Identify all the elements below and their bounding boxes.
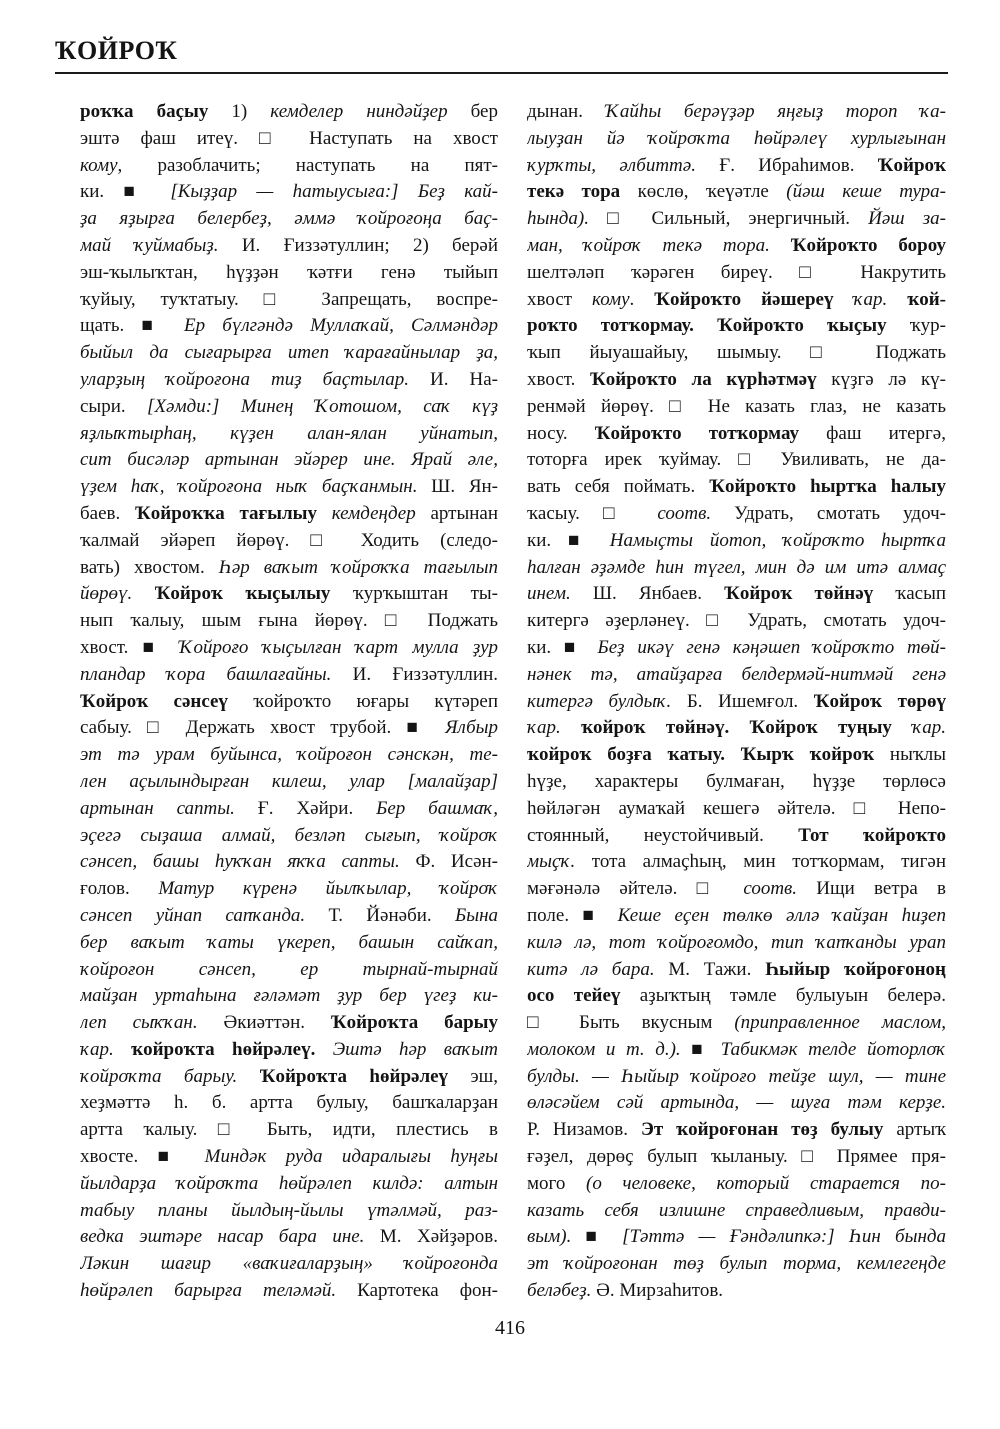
example-text: кемдеңдер	[331, 502, 416, 524]
example-text: йылдарҙа ҡойроҡта һөйрәлеп килдә: алтын	[80, 1172, 498, 1194]
text-line	[527, 1144, 946, 1171]
example-text: уларҙың ҡойроғона тиҙ баҫтылар.	[80, 368, 410, 390]
example-text: өләсәйем сәй артында, — шуға тәм керҙе.	[527, 1092, 946, 1114]
example-text: Ялбыр	[445, 717, 498, 739]
body-text: хвост. ■	[80, 636, 180, 658]
headword-text: Тот ҡойроҡто	[798, 824, 946, 846]
text-line	[527, 1171, 946, 1198]
body-text: ки. ■	[527, 636, 598, 658]
text-line	[527, 957, 946, 984]
text-line	[527, 126, 946, 153]
example-text: ҡар.	[912, 717, 946, 739]
body-text: Ш. Янбаев.	[570, 583, 725, 605]
text-line	[80, 179, 498, 206]
example-text: бер ваҡыт ҡаты үкереп, башын сайҡап,	[80, 931, 498, 953]
example-text: үҙем һаҡ, ҡойроғона ныҡ баҫҡанмын.	[80, 476, 418, 498]
text-line	[80, 635, 498, 662]
example-text: соотв.	[743, 878, 798, 900]
text-line	[80, 528, 498, 555]
example-text: кому	[592, 288, 630, 310]
headword-text: роҡто тотҡормау. Ҡойроҡто ҡыҫыу	[527, 315, 887, 337]
text-line	[527, 715, 946, 742]
example-text: ҙа яҙырға белербеҙ, әммә ҡойроғоңа баҫ-	[80, 208, 498, 230]
body-text: Р. Низамов.	[527, 1119, 641, 1141]
body-text: Ш. Ян-	[417, 476, 498, 498]
text-line	[527, 206, 946, 233]
body-text: Удрать, смотать удоч-	[711, 502, 946, 524]
example-text: эт ҡойроғонан төҙ булып торма, кемлегеңде	[527, 1253, 946, 1275]
text-line	[527, 528, 946, 555]
text-line	[527, 608, 946, 635]
example-text: лыуҙан йә ҡойроҡта һөйрәлеү хурлығынан	[527, 127, 946, 149]
text-line	[80, 287, 498, 314]
text-line	[80, 394, 498, 421]
headword-text: Эт ҡойроғонан төҙ булыу	[640, 1119, 884, 1141]
example-text: Һәр ваҡыт ҡойроҡҡа тағылып	[218, 556, 498, 578]
headword-text: Ҡойроҡто һыртҡа һалыу	[709, 476, 946, 498]
text-line	[80, 849, 498, 876]
text-line	[80, 1010, 498, 1037]
body-text: эш-ҡылыҡтан, һүҙҙән ҡәтғи генә тыйып	[80, 261, 498, 283]
body-text: китергә әҙерләнеү. □ Удрать, смотать удоч-	[527, 610, 946, 632]
example-text: Ҡойроғо ҡыҫылған ҡарт мулла ҙур	[179, 636, 498, 658]
body-text: ҡасып	[873, 583, 946, 605]
text-line	[80, 1224, 498, 1251]
headword-text: Ҡойроҡ сәнсеү	[80, 690, 228, 712]
text-line	[80, 796, 498, 823]
example-text: леп сыҡҡан.	[80, 1012, 198, 1034]
example-text: булды. — Һыйыр ҡойроғо тейҙе шул, — тине	[527, 1065, 946, 1087]
left-column	[80, 99, 498, 1305]
body-text: □ Быть вкусным	[527, 1012, 735, 1034]
headword-text: Ҡойроҡто бороу	[790, 234, 946, 256]
example-text: майҙан уртаһына ғәләмәт ҙур бер үгеҙ ки-	[80, 985, 498, 1007]
example-text: Эштә һәр ваҡыт	[332, 1038, 498, 1060]
body-text: ренмәй йөрөү. □ Не казать глаз, не казать	[527, 395, 946, 417]
body-text: ки. ■	[80, 181, 171, 203]
example-text: ведка эштәре насар бара ине.	[80, 1226, 365, 1248]
body-text: эштә фаш итеү. □ Наступать на хвост	[80, 127, 498, 149]
example-text: (йәш кеше тура-	[786, 181, 946, 203]
example-text: ҡойроғон сәнсеп, ер тырнай-тырнай	[80, 958, 498, 980]
text-line	[80, 153, 498, 180]
example-text: Беҙ икәү генә кәңәшеп ҡойроҡто төй-	[597, 636, 946, 658]
text-line	[80, 983, 498, 1010]
headword-text: ҡойроҡ төйнәү. Ҡойроҡ туңыу	[581, 717, 913, 739]
text-line	[527, 421, 946, 448]
example-text: китә лә бара.	[527, 958, 655, 980]
example-text: сит бисәләр артынан эйәрер ине. Ярай әле,	[80, 449, 498, 471]
example-text: Ер бүлгәндә Муллаҡай, Сәлмәндәр	[184, 315, 498, 337]
text-line	[80, 1198, 498, 1225]
text-line	[527, 287, 946, 314]
example-text: беләбеҙ.	[527, 1280, 592, 1302]
text-line	[527, 179, 946, 206]
example-text: Бына	[455, 904, 498, 926]
body-text: фаш итергә,	[799, 422, 946, 444]
example-text: табыу планы йылдың-йылы үтәлмәй, раз-	[80, 1199, 498, 1221]
example-text: сәнсеп, башы һуҡҡан яҡҡа сапты.	[80, 851, 400, 873]
example-text: йөрөү.	[80, 583, 155, 605]
body-text: ныҡлы	[874, 744, 946, 766]
example-text: [Кыҙҙар — һатыусыға:] Беҙ кай-	[170, 181, 498, 203]
text-line	[80, 876, 498, 903]
text-line	[527, 742, 946, 769]
text-line	[80, 206, 498, 233]
example-text: пландар ҡора башлағайны.	[80, 663, 332, 685]
body-text: сыри.	[80, 395, 148, 417]
body-text: Ә. Мирзаһитов.	[591, 1280, 724, 1302]
text-line	[80, 1117, 498, 1144]
body-text: тота алмаҫһың, мин тотҡормам, тигән	[575, 851, 946, 873]
text-line	[527, 1090, 946, 1117]
text-line	[527, 340, 946, 367]
body-text: Т. Йәнәби.	[305, 904, 455, 926]
body-text: ҡурҡыштан ты-	[330, 583, 498, 605]
example-text: лен аҫылындырған килеш, улар [малайҙар]	[80, 770, 498, 792]
text-line	[80, 1090, 498, 1117]
body-text: □ Сильный, энергичный.	[588, 208, 869, 230]
body-text: аҙыҡтың тәмле булыуын белерә.	[620, 985, 946, 1007]
example-text: (приправленное маслом,	[734, 1012, 946, 1034]
example-text: Йәш за-	[868, 208, 946, 230]
headword-text: текә тора	[527, 181, 621, 203]
body-text: шелтәләп ҡәрәген биреү. □ Накрутить	[527, 261, 946, 283]
body-text: хвост.	[527, 368, 591, 390]
body-text: артыҡ	[883, 1119, 946, 1141]
body-text: И. На-	[409, 368, 498, 390]
text-line	[527, 1224, 946, 1251]
text-line	[527, 367, 946, 394]
body-text: И. Ғиззәтуллин.	[331, 663, 498, 685]
text-line	[80, 608, 498, 635]
text-line	[527, 447, 946, 474]
text-line	[527, 313, 946, 340]
example-text: быйыл да сығарырға итеп ҡарағайнылар ҙа,	[80, 342, 498, 364]
example-text: инем.	[527, 583, 571, 605]
example-text: мыҫҡ.	[527, 851, 576, 873]
example-text: килә лә, тот ҡойроғомдо, тип ҡапҡанды урап	[527, 931, 946, 953]
text-line	[527, 99, 946, 126]
text-line	[527, 1251, 946, 1278]
headword-text: Ҡойроҡҡа тағылыу	[135, 502, 332, 524]
headword-text: Һыйыр ҡойроғоноң	[765, 958, 946, 980]
headword-text: роҡҡа баҫыу	[80, 101, 209, 122]
body-text: 1)	[208, 101, 271, 122]
text-line	[80, 823, 498, 850]
text-line	[527, 662, 946, 689]
example-text: [Тәттә — Ғәндәлипкә:] Һин бында	[622, 1226, 946, 1248]
body-text: .	[629, 288, 655, 310]
body-text: мәғәнәлә әйтелә. □	[527, 878, 744, 900]
text-line	[80, 340, 498, 367]
body-text: хеҙмәттә һ. б. артта булыу, башҡаларҙан	[80, 1092, 498, 1114]
body-text: ҡып йыуашайыу, шымыу. □ Поджать	[527, 342, 946, 364]
text-line	[80, 555, 498, 582]
example-text: яҙлыҡтырһаң, күҙен алан-ялан уйнатып,	[80, 422, 498, 444]
text-line	[80, 501, 498, 528]
body-text: көслө, ҡеүәтле	[620, 181, 787, 203]
text-line	[80, 742, 498, 769]
text-line	[527, 501, 946, 528]
example-text: казать себя излишне справедливым, правди-	[527, 1199, 946, 1221]
example-text: ман, ҡойроҡ текә тора.	[527, 234, 791, 256]
text-line	[80, 1037, 498, 1064]
example-text: һалған әҙәмде һин түгел, мин дә им итә алмаҫ	[527, 556, 946, 578]
body-text: тоторға ирек ҡуймау. □ Увиливать, не да-	[527, 449, 946, 471]
body-text: ■	[680, 1038, 721, 1060]
body-text: хвосте. ■	[80, 1146, 205, 1168]
example-text: һында).	[527, 208, 589, 230]
example-text: эт тә урам буйынса, ҡойроғон сәнскән, те-	[80, 744, 498, 766]
text-line	[80, 1064, 498, 1091]
header-rule	[55, 72, 948, 74]
headword-text: ҡойроҡ боҙға ҡатыу. Ҡырҡ ҡойроҡ	[527, 744, 875, 766]
text-line	[80, 313, 498, 340]
text-line	[80, 421, 498, 448]
text-line	[527, 260, 946, 287]
example-text: молоком и т. д.).	[527, 1038, 681, 1060]
text-line	[80, 126, 498, 153]
example-text: соотв.	[657, 502, 712, 524]
example-text: май ҡуймабыҙ.	[80, 234, 219, 256]
example-text: ҡар.	[80, 1038, 132, 1060]
body-text: ҡасыу. □	[527, 502, 658, 524]
text-line	[527, 1117, 946, 1144]
headword-text: Ҡойроҡто тотҡормау	[594, 422, 799, 444]
body-text: ки. ■	[527, 529, 610, 551]
example-text: кемделер ниндәйҙер	[270, 101, 448, 122]
text-line	[527, 635, 946, 662]
text-line	[527, 983, 946, 1010]
body-text: вать) хвостом.	[80, 556, 219, 578]
body-text: ҡалмай эйәреп йөрөү. □ Ходить (следо-	[80, 529, 498, 551]
headword-text: Ҡойроҡ	[877, 154, 946, 176]
right-column	[527, 99, 946, 1305]
body-text: Ф. Исән-	[399, 851, 498, 873]
text-line	[527, 474, 946, 501]
example-text: вым).	[527, 1226, 572, 1248]
example-text: Табикмәк телде йоторлоҡ	[720, 1038, 946, 1060]
text-line	[527, 1198, 946, 1225]
text-line	[80, 957, 498, 984]
body-text: М. Тажи.	[654, 958, 766, 980]
headword-text: Ҡойроҡ төрөү	[813, 690, 946, 712]
text-line	[80, 581, 498, 608]
example-text: ҡойроҡта барыу.	[80, 1065, 260, 1087]
example-text: [Хәмди:] Минең Ҡотошом, саҡ күҙ	[147, 395, 498, 417]
body-text: ҡуйыу, туҡтатыу. □ Запрещать, воспре-	[80, 288, 498, 310]
example-text: Матур күренә йылҡылар, ҡойроҡ	[158, 878, 498, 900]
example-text: Ҡайһы берәүҙәр яңғыҙ тороп ҡа-	[605, 101, 946, 122]
text-line	[527, 1037, 946, 1064]
example-text: Ләкин шағир «ваҡиғаларҙың» ҡойроғонда	[80, 1253, 498, 1275]
text-line	[80, 903, 498, 930]
body-text: стоянный, неустойчивый.	[527, 824, 799, 846]
text-line	[527, 689, 946, 716]
headword-text: Ҡойроҡта барыу	[330, 1012, 498, 1034]
body-text: ҡойроҡто юғары күтәреп	[227, 690, 498, 712]
text-line	[80, 689, 498, 716]
body-text: , разоблачить; наступать на пят-	[117, 154, 498, 176]
text-line	[527, 903, 946, 930]
headword-text: Ҡойроҡто йәшереү	[654, 288, 854, 310]
text-line	[80, 260, 498, 287]
body-text: вать себя поймать.	[527, 476, 710, 498]
headword-text: Ҡойроҡ төйнәү	[724, 583, 874, 605]
body-text: ғолов.	[80, 878, 159, 900]
example-text: Миндәк руда идаралығы һуңғы	[204, 1146, 498, 1168]
text-line	[527, 849, 946, 876]
example-text: нәнек тә, атайҙарға белдермәй-нитмәй генә	[527, 663, 946, 685]
example-text: ҡар.	[527, 717, 582, 739]
body-text: мого	[527, 1172, 587, 1194]
text-line	[527, 1278, 946, 1305]
text-line	[80, 1251, 498, 1278]
body-text: эш,	[448, 1065, 498, 1087]
headword-text: Ҡойроҡ ҡыҫылыу	[154, 583, 331, 605]
body-text: Ищи ветра в	[797, 878, 946, 900]
body-text: Ғ. Ибраһимов.	[695, 154, 878, 176]
text-line	[80, 1144, 498, 1171]
text-line	[80, 474, 498, 501]
text-line	[527, 394, 946, 421]
text-line	[80, 367, 498, 394]
text-line	[80, 1278, 498, 1305]
example-text: (о человеке, который старается по-	[586, 1172, 946, 1194]
text-line	[80, 930, 498, 957]
headword-text: ҡой-	[907, 288, 946, 310]
body-text: хвост	[527, 288, 593, 310]
text-line	[80, 662, 498, 689]
body-text: һүҙе, характеры булмаған, һүҙҙе төрлөсә	[527, 770, 946, 792]
example-text: сәнсеп уйнап сапҡанда.	[80, 904, 306, 926]
headword-text: Ҡойроҡта һөйрәлеү	[259, 1065, 449, 1087]
text-line	[80, 1171, 498, 1198]
body-text: Ғ. Хәйри.	[234, 797, 377, 819]
body-text: поле. ■	[527, 904, 618, 926]
body-text: артынан	[415, 502, 498, 524]
body-text: нып ҡалыу, шым ғына йөрөү. □ Поджать	[80, 610, 498, 632]
body-text: һөйләгән аумаҡай кешегә әйтелә. □ Непо-	[527, 797, 946, 819]
text-line	[527, 823, 946, 850]
example-text: Бер башмаҡ,	[376, 797, 498, 819]
body-text: сабыу. □ Держать хвост трубой. ■	[80, 717, 446, 739]
text-line	[527, 581, 946, 608]
text-line	[80, 769, 498, 796]
text-line	[80, 233, 498, 260]
text-line	[527, 555, 946, 582]
example-text: китергә булдыҡ.	[527, 690, 672, 712]
text-line	[527, 1010, 946, 1037]
example-text: Кеше еҫен төлкө әллә ҡайҙан һиҙеп	[617, 904, 946, 926]
example-text: артынан сапты.	[80, 797, 235, 819]
example-text: ҡурҡты, әлбиттә.	[527, 154, 696, 176]
body-text: носу.	[527, 422, 595, 444]
text-line	[527, 1064, 946, 1091]
headword-text: осо тейеү	[527, 985, 621, 1007]
body-text: дынан.	[527, 101, 606, 122]
body-text: ■	[571, 1226, 623, 1248]
running-head: ҠОЙРОҠ	[55, 36, 178, 65]
example-text: ҡар.	[853, 288, 908, 310]
body-text: ҡур-	[886, 315, 946, 337]
body-text: М. Хәйҙәров.	[364, 1226, 498, 1248]
body-text: бер	[447, 101, 498, 122]
body-text: Әкиәттән.	[197, 1012, 331, 1034]
example-text: Намыҫты йотоп, ҡойроҡто һыртҡа	[609, 529, 946, 551]
body-text: артта ҡалыу. □ Быть, идти, плестись в	[80, 1119, 498, 1141]
body-text: Картотека фон-	[336, 1280, 498, 1302]
body-text: күҙгә лә кү-	[816, 368, 946, 390]
headword-text: ҡойроҡта һөйрәлеү.	[131, 1038, 333, 1060]
body-text: щать. ■	[80, 315, 184, 337]
text-line	[527, 153, 946, 180]
body-text: Б. Ишемғол.	[671, 690, 814, 712]
text-line	[527, 930, 946, 957]
text-line	[527, 769, 946, 796]
text-line	[80, 715, 498, 742]
example-text: һөйрәлеп барырға теләмәй.	[80, 1280, 337, 1302]
text-line	[80, 99, 498, 126]
body-text: И. Ғиззәтуллин; 2) берәй	[218, 234, 498, 256]
body-text: ғәҙел, дөрөҫ булып ҡыланыу. □ Прямее пря-	[527, 1146, 946, 1168]
text-line	[527, 876, 946, 903]
body-text: баев.	[80, 502, 136, 524]
example-text: эҫегә сыҙаша алмай, безләп сығып, ҡойроҡ	[80, 824, 498, 846]
text-line	[527, 233, 946, 260]
example-text: кому	[80, 154, 118, 176]
text-line	[80, 447, 498, 474]
text-line	[527, 796, 946, 823]
page-number: 416	[495, 1317, 525, 1339]
headword-text: Ҡойроҡто ла күрһәтмәү	[590, 368, 817, 390]
